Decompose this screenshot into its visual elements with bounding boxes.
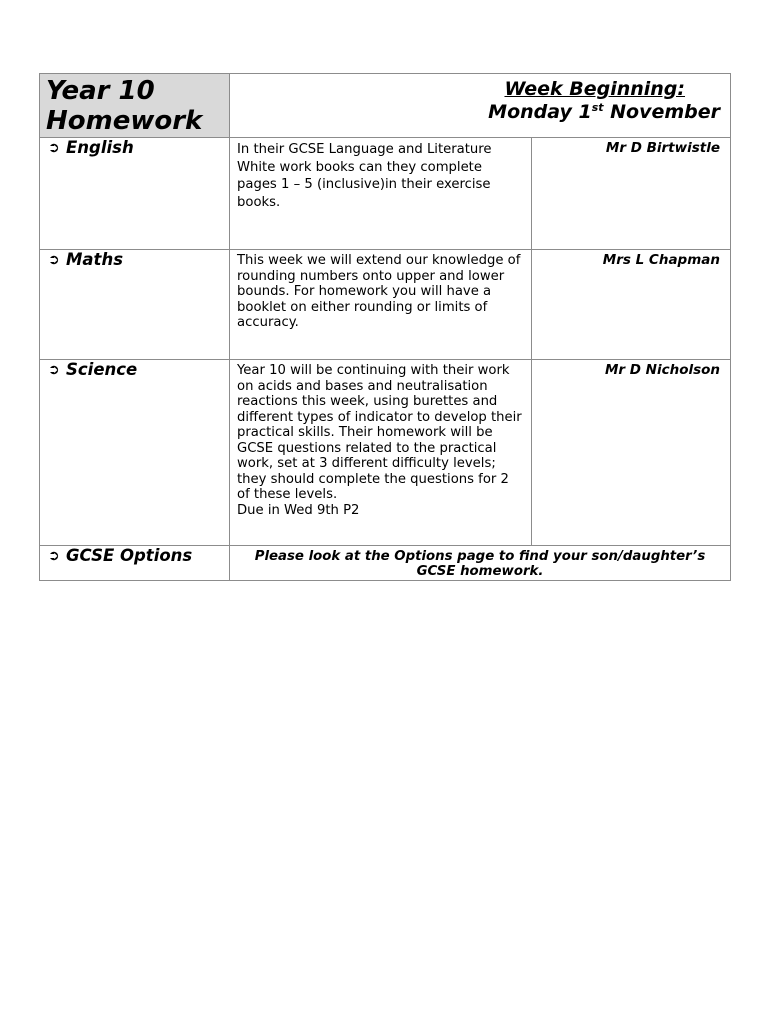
title-line-1: Year 10 (46, 76, 155, 106)
arrow-icon: ➲ (48, 548, 60, 564)
subject-cell (40, 360, 230, 546)
arrow-icon: ➲ (48, 140, 60, 156)
subject-cell (40, 250, 230, 360)
subject-cell (40, 546, 230, 581)
title-cell (40, 74, 230, 138)
table-row (40, 546, 731, 581)
description-cell: This week we will extend our knowledge of rounding numbers onto upper and lower bounds. For homework you will have a booklet on either rounding or limits of accuracy. (230, 250, 532, 360)
teacher-cell: Mr D Birtwistle (532, 138, 731, 250)
week-cell (230, 74, 731, 138)
subject-label: Science (66, 360, 138, 379)
homework-table (39, 73, 731, 581)
week-label: Week Beginning: (504, 78, 686, 100)
teacher-cell: Mr D Nicholson (532, 360, 731, 546)
description-cell: In their GCSE Language and Literature White work books can they complete pages 1 – 5 (inclusive)in their exercise books. (230, 138, 532, 250)
table-row (40, 138, 731, 250)
subject-label: English (66, 138, 134, 157)
week-suffix: st (591, 101, 604, 114)
table-row (40, 250, 731, 360)
week-month: November (603, 101, 721, 123)
page-title (46, 76, 223, 136)
due-date: Due in Wed 9th P2 (237, 502, 360, 518)
header-row (40, 74, 731, 138)
week-date (230, 100, 720, 124)
subject-label: Maths (66, 250, 124, 269)
arrow-icon: ➲ (48, 252, 60, 268)
description-text: Year 10 will be continuing with their work on acids and bases and neutralisation reactions this week, using burettes and different types of indicator to develop their practical skills. Their homework will be GCSE questions related to the practical work, set at 3 different difficulty levels; they should complete the questions for 2 of these levels. (237, 363, 522, 502)
description-cell (230, 360, 532, 546)
subject-label: GCSE Options (66, 546, 193, 565)
week-day: Monday 1 (488, 101, 592, 123)
title-line-2: Homework (46, 106, 203, 136)
arrow-icon: ➲ (48, 362, 60, 378)
options-note: Please look at the Options page to find your son/daughter’s GCSE homework. (230, 546, 731, 581)
teacher-cell: Mrs L Chapman (532, 250, 731, 360)
table-row (40, 360, 731, 546)
subject-cell (40, 138, 230, 250)
homework-sheet (39, 73, 730, 581)
